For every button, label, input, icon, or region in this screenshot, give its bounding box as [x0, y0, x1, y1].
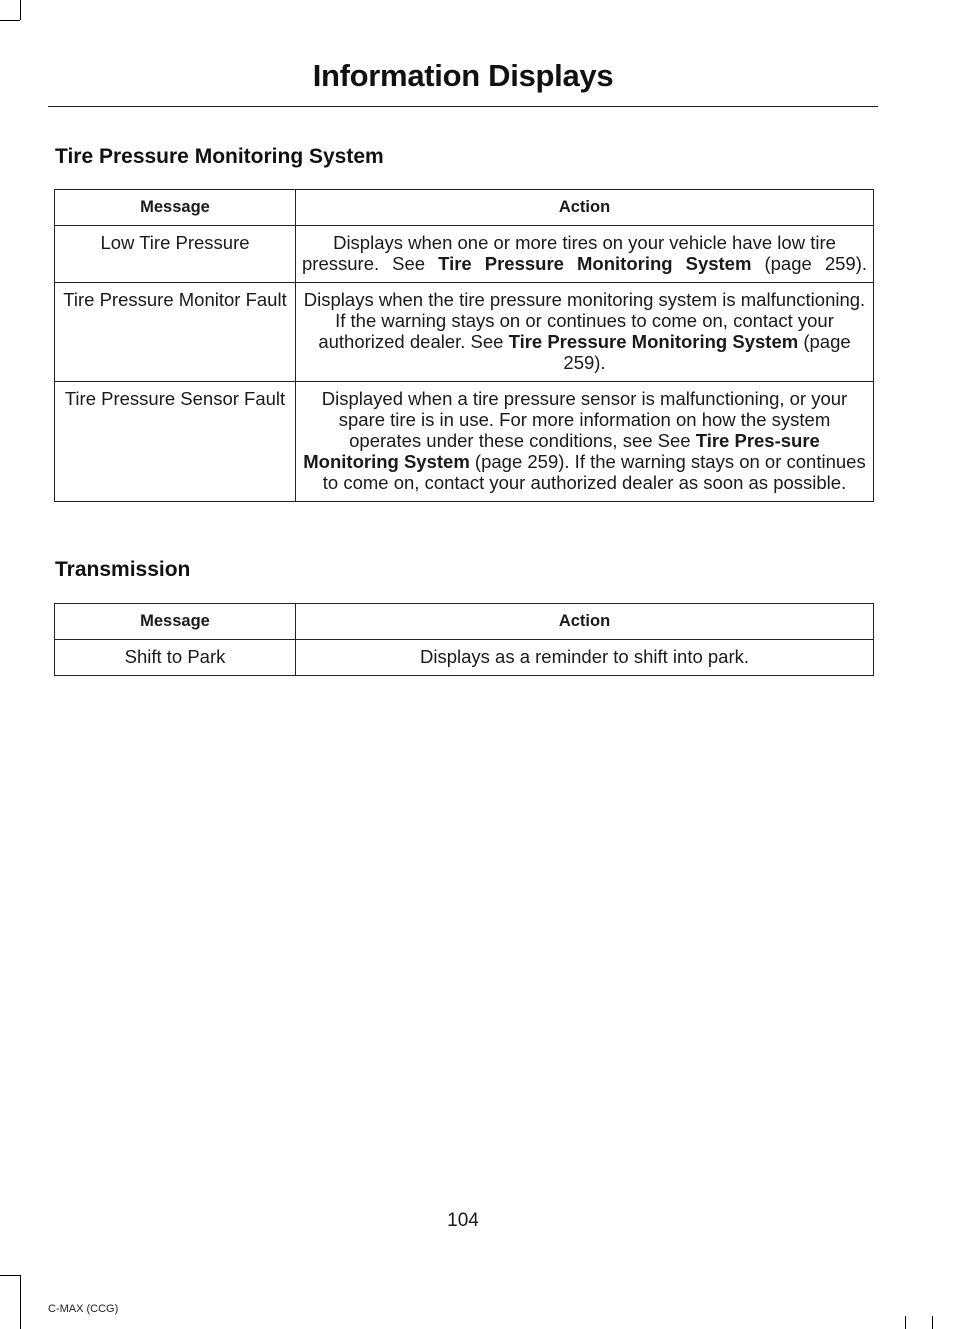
- crop-mark: [20, 1275, 21, 1329]
- table-header-row: [55, 604, 874, 640]
- message-cell: Tire Pressure Sensor Fault: [55, 382, 296, 502]
- action-text: Displayed when a tire pressure sensor is malfunctioning, or your spare tire is in use. For more information on how the system operates under these conditions, see See: [321, 388, 848, 451]
- section-title-tpms: Tire Pressure Monitoring System: [55, 145, 384, 168]
- crop-mark: [0, 20, 20, 21]
- crop-mark: [905, 1316, 906, 1329]
- page-title: Information Displays: [312, 58, 614, 93]
- table-row: [55, 382, 874, 502]
- column-header-message: Message: [55, 190, 296, 226]
- action-cell: [296, 226, 874, 283]
- footer-model: C-MAX (CCG): [48, 1303, 119, 1315]
- title-rule: [48, 106, 878, 107]
- crop-mark: [932, 1316, 933, 1329]
- table-row: [55, 226, 874, 283]
- message-cell: Tire Pressure Monitor Fault: [55, 283, 296, 382]
- cross-reference: Tire Pressure Monitoring System: [438, 253, 752, 274]
- column-header-message: Message: [55, 604, 296, 640]
- tpms-message-table: [54, 189, 874, 502]
- action-cell: [296, 283, 874, 382]
- cross-reference: Tire Pres-sure Monitoring System: [303, 430, 820, 472]
- table-header-row: [55, 190, 874, 226]
- cross-reference: Tire Pressure Monitoring System: [508, 331, 799, 352]
- page-reference: (page 259).: [751, 253, 867, 274]
- table-row: [55, 640, 874, 676]
- action-cell: [296, 382, 874, 502]
- transmission-message-table: [54, 603, 874, 676]
- action-cell: Displays as a reminder to shift into park.: [296, 640, 874, 676]
- page-number: 104: [447, 1210, 479, 1231]
- action-text: (page 259). If the warning stays on or continues to come on, contact your authorized dealer as soon as possible.: [322, 451, 866, 493]
- message-cell: Shift to Park: [55, 640, 296, 676]
- column-header-action: Action: [296, 604, 874, 640]
- crop-mark: [20, 0, 21, 20]
- section-title-transmission: Transmission: [55, 558, 191, 581]
- page-reference: (page 259).: [563, 331, 851, 373]
- table-row: [55, 283, 874, 382]
- message-cell: Low Tire Pressure: [55, 226, 296, 283]
- action-text: Displays when the tire pressure monitoring system is malfunctioning. If the warning stays on or continues to come on, contact your authorized dealer. See: [303, 289, 866, 352]
- action-text: Displays when one or more tires on your vehicle have low tire pressure. See: [302, 232, 836, 274]
- column-header-action: Action: [296, 190, 874, 226]
- crop-mark: [0, 1275, 20, 1276]
